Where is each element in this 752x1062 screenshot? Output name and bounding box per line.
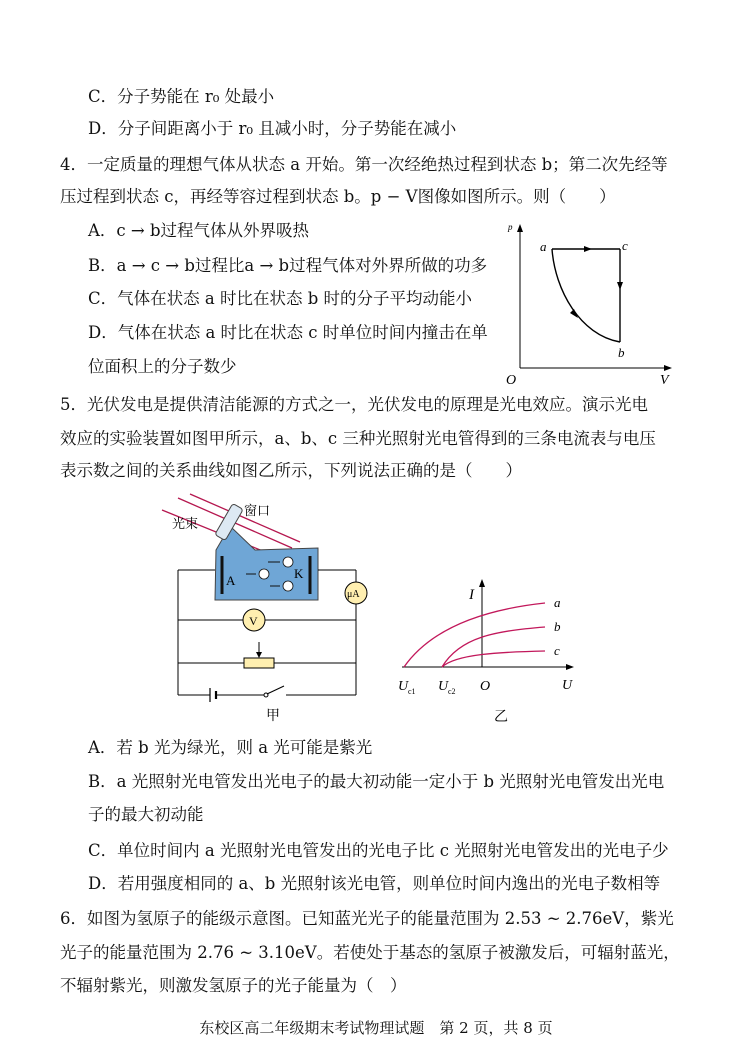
switch-lever <box>267 686 284 694</box>
q5-option-a: A．若 b 光为绿光，则 a 光可能是紫光 <box>88 738 373 757</box>
iu-graph <box>390 575 590 730</box>
pv-p-label: p <box>508 222 513 232</box>
q5-option-c: C．单位时间内 a 光照射光电管发出的光电子比 c 光照射光电管发出的光电子少 <box>88 841 669 860</box>
light-beam-2 <box>190 494 300 542</box>
pv-origin-label: O <box>506 373 517 388</box>
curve-c <box>442 651 545 667</box>
beam-label: 光束 <box>172 516 199 531</box>
page-footer: 东校区高二年级期末考试物理试题 第 2 页，共 8 页 <box>199 1019 553 1037</box>
pv-p-arrow-icon <box>517 224 523 232</box>
curve-b <box>442 627 545 667</box>
q4-stem-line2: 压过程到状态 c，再经等容过程到状态 b。p − V图像如图所示。则（ ） <box>60 187 616 206</box>
q4-stem-line1: 4．一定质量的理想气体从状态 a 开始。第一次经绝热过程到状态 b；第二次先经等 <box>60 155 668 174</box>
voltmeter-label: V <box>249 614 258 628</box>
iu-origin-label: O <box>480 679 491 694</box>
iu-u-label: U <box>562 678 573 693</box>
q5-option-b-line1: B．a 光照射光电管发出光电子的最大初动能一定小于 b 光照射光电管发出光电 <box>88 772 665 791</box>
q5-option-d: D．若用强度相同的 a、b 光照射该光电管，则单位时间内逸出的光电子数相等 <box>88 874 661 893</box>
q5-stem-line3: 表示数之间的关系曲线如图乙所示，下列说法正确的是（ ） <box>60 461 522 480</box>
q3-option-c: C．分子势能在 r₀ 处最小 <box>88 87 275 106</box>
photoelectric-apparatus <box>160 490 380 730</box>
pv-c-label: c <box>622 238 628 253</box>
q4-option-c: C．气体在状态 a 时比在状态 b 时的分子平均动能小 <box>88 289 473 308</box>
electrode-k-label: K <box>294 566 304 581</box>
pv-v-arrow-icon <box>664 365 672 371</box>
iu-uc2-label: U <box>438 679 449 694</box>
iu-uc2-sub: c2 <box>448 687 456 696</box>
iu-u-arrow-icon <box>566 664 574 670</box>
curve-a <box>404 603 545 667</box>
pv-cb-arrow-icon <box>617 282 623 290</box>
figure-yi-caption: 乙 <box>494 710 508 725</box>
iu-a-label: a <box>554 595 561 610</box>
q6-stem-line1: 6．如图为氢原子的能级示意图。已知蓝光光子的能量范围为 2.53 ~ 2.76eV，紫光 <box>60 909 674 928</box>
window-label: 窗口 <box>244 503 271 518</box>
iu-uc1-label: U <box>398 679 409 694</box>
iu-b-label: b <box>554 619 561 634</box>
iu-i-label: I <box>469 587 474 603</box>
pv-ab-arrow-icon <box>570 309 578 318</box>
electron-1-icon <box>283 557 293 567</box>
rheostat-arrow-icon <box>256 652 262 658</box>
rheostat-icon <box>244 658 274 668</box>
q5-stem-line1: 5．光伏发电是提供清洁能源的方式之一，光伏发电的原理是光电效应。演示光电 <box>60 395 648 414</box>
pv-graph <box>500 220 690 395</box>
q4-option-b: B．a → c → b过程比a → b过程气体对外界所做的功多 <box>88 256 488 275</box>
q5-stem-line2: 效应的实验装置如图甲所示，a、b、c 三种光照射光电管得到的三条电流表与电压 <box>60 429 656 448</box>
microammeter-label: μA <box>347 589 360 600</box>
electrode-a-label: A <box>226 573 236 588</box>
q4-option-d-line1: D．气体在状态 a 时比在状态 c 时单位时间内撞击在单 <box>88 323 488 342</box>
pv-ab-curve <box>552 249 620 342</box>
figure-jia-caption: 甲 <box>266 709 280 724</box>
q4-option-a: A．c → b过程气体从外界吸热 <box>88 221 310 240</box>
q4-option-d-line2: 位面积上的分子数少 <box>88 357 237 376</box>
q6-stem-line3: 不辐射紫光，则激发氢原子的光子能量为（ ） <box>60 976 407 995</box>
electron-2-icon <box>259 569 269 579</box>
electron-3-icon <box>283 581 293 591</box>
q3-option-d: D．分子间距离小于 r₀ 且减小时，分子势能在减小 <box>88 119 457 138</box>
q5-option-b-line2: 子的最大初动能 <box>88 805 204 824</box>
iu-c-label: c <box>554 643 560 658</box>
pv-ac-arrow-icon <box>584 246 592 252</box>
pv-a-label: a <box>540 239 547 254</box>
q6-stem-line2: 光子的能量范围为 2.76 ~ 3.10eV。若使处于基态的氢原子被激发后，可辐射蓝光， <box>60 943 680 962</box>
iu-i-arrow-icon <box>479 579 485 587</box>
iu-uc1-sub: c1 <box>408 687 416 696</box>
pv-v-label: V <box>660 373 669 388</box>
pv-b-label: b <box>618 345 625 360</box>
